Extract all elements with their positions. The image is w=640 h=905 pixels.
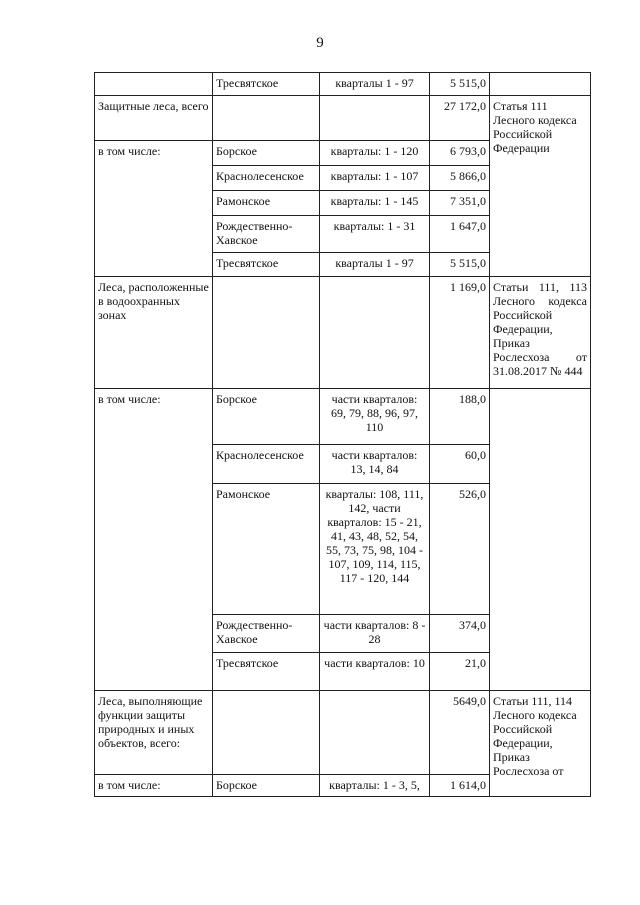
area-cell: 5 866,0 xyxy=(430,166,490,191)
legal-cell: Статьи 111, 113 Лесного кодекса Российской Федерации, Приказ Рослесхоза от 31.08.2017 № 444 xyxy=(490,277,591,389)
category-cell: в том числе: xyxy=(95,775,213,797)
quarters-cell: части кварталов: 8 - 28 xyxy=(320,615,430,653)
quarters-cell: кварталы: 1 - 3, 5, xyxy=(320,775,430,797)
quarters-cell: кварталы 1 - 97 xyxy=(320,73,430,96)
quarters-cell: кварталы: 1 - 31 xyxy=(320,216,430,253)
quarters-cell: части кварталов: 10 xyxy=(320,653,430,691)
district-cell: Борское xyxy=(213,389,320,445)
area-cell: 60,0 xyxy=(430,445,490,484)
district-cell: Рамонское xyxy=(213,191,320,216)
category-cell xyxy=(95,73,213,96)
legal-cell xyxy=(490,389,591,691)
table-row xyxy=(95,73,591,96)
area-cell: 5 515,0 xyxy=(430,253,490,277)
district-cell: Рождественно-Хавское xyxy=(213,615,320,653)
table-row xyxy=(95,96,591,141)
district-cell: Борское xyxy=(213,141,320,166)
district-cell xyxy=(213,96,320,141)
area-cell: 5 515,0 xyxy=(430,73,490,96)
quarters-cell: кварталы: 1 - 107 xyxy=(320,166,430,191)
district-cell: Рождественно-Хавское xyxy=(213,216,320,253)
quarters-cell xyxy=(320,691,430,775)
category-cell: Леса, расположенные в водоохранных зонах xyxy=(95,277,213,389)
area-cell: 526,0 xyxy=(430,484,490,615)
quarters-cell xyxy=(320,277,430,389)
forest-table xyxy=(94,72,591,797)
district-cell: Тресвятское xyxy=(213,653,320,691)
quarters-cell xyxy=(320,96,430,141)
table-row xyxy=(95,389,591,445)
district-cell xyxy=(213,691,320,775)
page-number: 9 xyxy=(316,35,324,51)
quarters-cell: кварталы: 1 - 120 xyxy=(320,141,430,166)
legal-cell: Статья 111 Лесного кодекса Российской Федерации xyxy=(490,96,591,277)
area-cell: 21,0 xyxy=(430,653,490,691)
table-row xyxy=(95,691,591,775)
category-cell: в том числе: xyxy=(95,389,213,691)
legal-cell: Статьи 111, 114 Лесного кодекса Российской Федерации, Приказ Рослесхоза от xyxy=(490,691,591,797)
district-cell: Краснолесенское xyxy=(213,166,320,191)
area-cell: 1 169,0 xyxy=(430,277,490,389)
district-cell: Борское xyxy=(213,775,320,797)
district-cell: Рамонское xyxy=(213,484,320,615)
table-row xyxy=(95,277,591,389)
area-cell: 5649,0 xyxy=(430,691,490,775)
category-cell: Защитные леса, всего xyxy=(95,96,213,141)
area-cell: 6 793,0 xyxy=(430,141,490,166)
district-cell xyxy=(213,277,320,389)
area-cell: 374,0 xyxy=(430,615,490,653)
quarters-cell: кварталы 1 - 97 xyxy=(320,253,430,277)
area-cell: 188,0 xyxy=(430,389,490,445)
district-cell: Краснолесенское xyxy=(213,445,320,484)
area-cell: 27 172,0 xyxy=(430,96,490,141)
area-cell: 1 647,0 xyxy=(430,216,490,253)
category-cell: в том числе: xyxy=(95,141,213,277)
category-cell: Леса, выполняющие функции защиты природных и иных объектов, всего: xyxy=(95,691,213,775)
area-cell: 7 351,0 xyxy=(430,191,490,216)
district-cell: Тресвятское xyxy=(213,253,320,277)
quarters-cell: кварталы: 108, 111, 142, части кварталов: 15 - 21, 41, 43, 48, 52, 54, 55, 73, 75, 98, 104 - 107, 109, 114, 115, 117 - 120, 144 xyxy=(320,484,430,615)
area-cell: 1 614,0 xyxy=(430,775,490,797)
legal-cell xyxy=(490,73,591,96)
quarters-cell: кварталы: 1 - 145 xyxy=(320,191,430,216)
district-cell: Тресвятское xyxy=(213,73,320,96)
quarters-cell: части кварталов: 69, 79, 88, 96, 97, 110 xyxy=(320,389,430,445)
quarters-cell: части кварталов: 13, 14, 84 xyxy=(320,445,430,484)
